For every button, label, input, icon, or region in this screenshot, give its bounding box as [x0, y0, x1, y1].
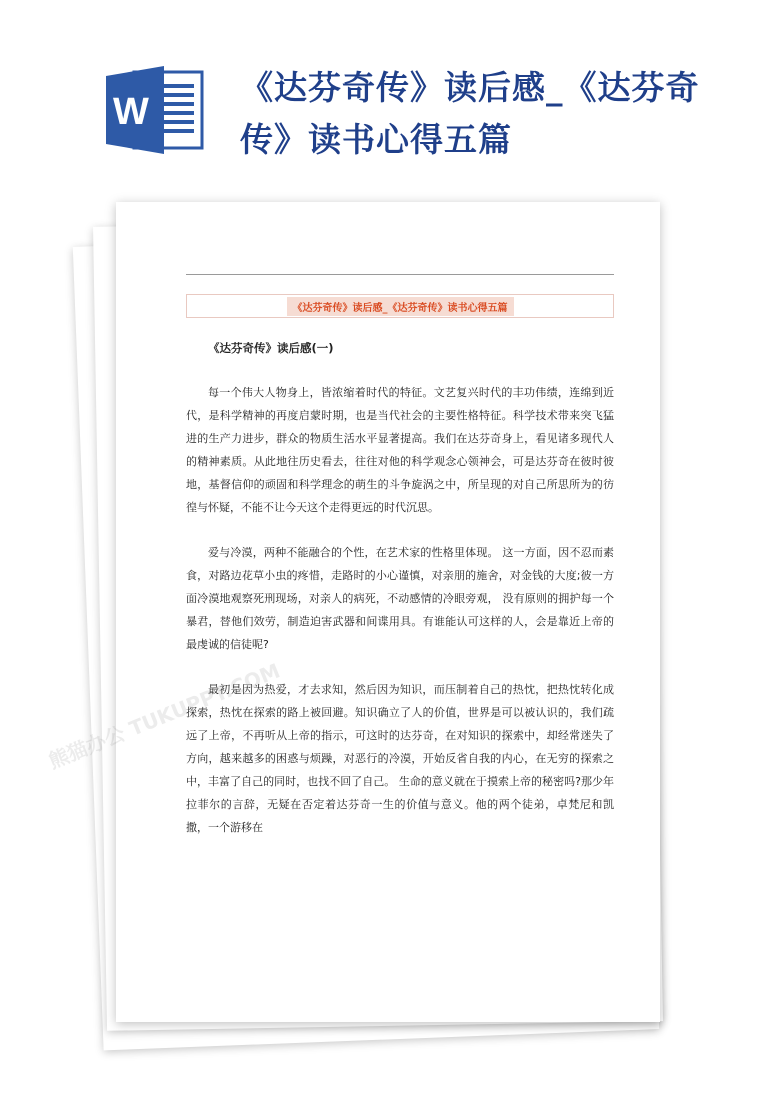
document-title: 《达芬奇传》读后感_《达芬奇传》读书心得五篇 [240, 68, 700, 159]
document-page [116, 202, 660, 1022]
paragraph-2: 爱与冷漠，两种不能融合的个性，在艺术家的性格里体现。 这一方面，因不忍而素食，对路边花草小虫的疼惜，走路时的小心谨慎，对亲朋的施舍，对金钱的大度;彼一方面冷漠地观察死刑现场，对亲人的病死，不动感情的冷眼旁观， 没有原则的拥护每一个暴君，替他们效劳，制造迫害武器和间谍用具。有谁能认可这样的人，会是靠近上帝的最虔诚的信徒呢? [186, 546, 615, 651]
paragraph-1: 每一个伟大人物身上，皆浓缩着时代的特征。文艺复兴时代的丰功伟绩，连绵到近代，是科学精神的再度启蒙时期，也是当代社会的主要性格特征。科学技术带来突飞猛进的生产力进步，群众的物质生活水平显著提高。我们在达芬奇身上，看见诸多现代人的精神素质。从此地往历史看去，往往对他的科学观念心领神会，可是达芬奇在彼时彼地，基督信仰的顽固和科学理念的萌生的斗争旋涡之中，所呈现的对自己所思所为的彷徨与怀疑，不能不让今天这个走得更远的时代沉思。 [186, 386, 614, 514]
page-header-title: 《达芬奇传》读后感_《达芬奇传》读书心得五篇 [287, 297, 514, 316]
document-body [186, 340, 614, 861]
header-rule [186, 274, 614, 275]
svg-text:W: W [113, 91, 149, 133]
section-heading: 《达芬奇传》读后感(一) [208, 341, 334, 355]
word-icon [104, 64, 206, 156]
watermark: 熊猫办公 [45, 721, 129, 774]
page-header [186, 294, 614, 318]
paragraph-3: 最初是因为热爱，才去求知，然后因为知识，而压制着自己的热忱，把热忱转化成探索，热忱在探索的路上被回避。知识确立了人的价值，世界是可以被认识的，我们疏远了上帝，不再听从上帝的指示，可这时的达芬奇，在对知识的探索中，却经常迷失了方向，越来越多的困惑与烦躁，对恶行的冷漠，开始反省自我的内心，在无穷的探索之中，丰富了自己的同时，也找不回了自己。 生命的意义就在于摸索上帝的秘密吗?那少年拉菲尔的言辞，无疑在否定着达芬奇一生的价值与意义。他的两个徒弟，卓梵尼和凯撒，一个游移在 [186, 683, 614, 834]
